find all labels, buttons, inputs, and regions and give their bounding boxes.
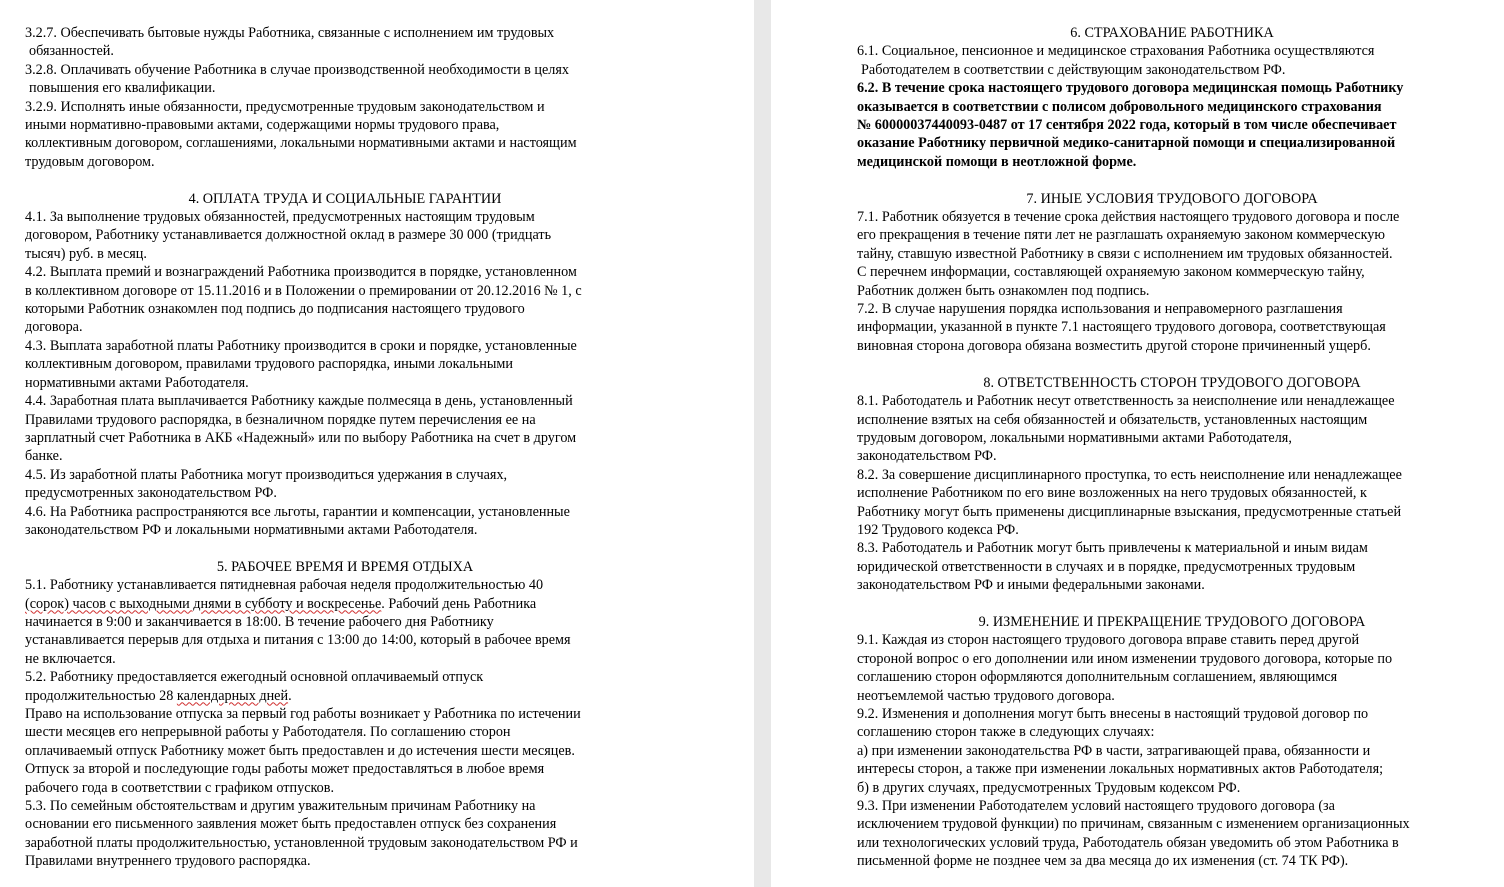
text-line: тайну, ставшую известной Работнику в связи с исполнением им трудовых обязанностей. [857, 245, 1393, 262]
text-fragment: . [288, 687, 292, 704]
section-heading-4: 4. ОПЛАТА ТРУДА И СОЦИАЛЬНЫЕ ГАРАНТИИ [188, 190, 502, 207]
text-line: № 60000037440093-0487 от 17 сентября 2022 года, который в том числе обеспечивает [857, 117, 1397, 134]
text-line: 9.2. Изменения и дополнения могут быть внесены в настоящий трудовой договор по [857, 705, 1369, 722]
text-line: исполнение Работником по его вине возложенных на него трудовых обязанностей, к [857, 485, 1367, 502]
paragraph-4-2 [25, 263, 665, 337]
page-text [25, 24, 665, 871]
text-line: а) при изменении законодательства РФ в части, затрагивающей права, обязанности и [857, 742, 1371, 759]
text-line: обязанностей. [29, 43, 114, 60]
text-line: б) в других случаях, предусмотренных Трудовым кодексом РФ. [857, 779, 1241, 796]
text-line: договора. [25, 319, 83, 336]
section-heading-6: 6. СТРАХОВАНИЕ РАБОТНИКА [1070, 25, 1274, 41]
text-line: Право на использование отпуска за первый год работы возникает у Работника по истечении [25, 706, 581, 722]
text-line: Работодателем в соответствии с действующим законодательством РФ. [861, 61, 1286, 78]
text-line: банке. [25, 448, 63, 465]
text-line: оказание Работнику первичной медико-санитарной помощи и специализированной [857, 135, 1396, 152]
text-line: неотъемлемой частью трудового договора. [857, 687, 1115, 704]
text-line: 5.1. Работнику устанавливается пятидневная рабочая неделя продолжительностью 40 [25, 577, 544, 594]
text-line: 4.3. Выплата заработной платы Работнику производится в сроки и порядке, установленные [25, 337, 577, 354]
text-line: его прекращения в течение пяти лет не разглашать охраняемую законом коммерческую [857, 227, 1385, 244]
text-line: повышения его квалификации. [29, 80, 216, 97]
text-line: в коллективном договоре от 15.11.2016 и в Положении о премировании от 20.12.2016 № 1, с [25, 282, 582, 299]
text-line: 5.3. По семейным обстоятельствам и другим уважительным причинам Работнику на [25, 798, 536, 815]
text-line: Отпуск за второй и последующие годы работы может предоставляться в любое время [25, 761, 545, 778]
paragraph-7-2 [857, 300, 1487, 355]
text-line: тысяч) руб. в месяц. [25, 245, 147, 262]
text-line: 4.5. Из заработной платы Работника могут производиться удержания в случаях, [25, 466, 508, 483]
text-line: юридической ответственности в случаях и в порядке, предусмотренных трудовым [857, 558, 1356, 575]
paragraph-3-2-9 [25, 98, 665, 172]
paragraph-9-2 [857, 705, 1487, 797]
spacer [25, 539, 665, 557]
page-text [857, 24, 1487, 871]
text-line: шести месяцев его непрерывной работы у Работодателя. По соглашению сторон [25, 724, 511, 741]
text-line: 3.2.9. Исполнять иные обязанности, предусмотренные трудовым законодательством и [25, 98, 545, 115]
text-line: Правилами трудового распорядка, в безналичном порядке путем перечисления ее на [25, 411, 536, 428]
text-line: устанавливается перерыв для отдыха и питания с 13:00 до 14:00, который в рабочее время [25, 632, 571, 649]
text-line: 8.2. За совершение дисциплинарного проступка, то есть неисполнение или ненадлежащее [857, 466, 1402, 483]
text-line: оказывается в соответствии с полисом добровольного медицинского страхования [857, 98, 1382, 115]
text-line: стороной вопрос о его дополнении или ином изменении трудового договора, которые по [857, 650, 1393, 667]
text-fragment: продолжительностью 28 [25, 687, 177, 704]
text-line: коллективным договором, правилами трудового распорядка, иными локальными [25, 356, 513, 373]
text-line: 9.3. При изменении Работодателем условий настоящего трудового договора (за [857, 798, 1335, 815]
section-heading-8: 8. ОТВЕТСТВЕННОСТЬ СТОРОН ТРУДОВОГО ДОГОВОРА [983, 374, 1361, 391]
text-line: 9.1. Каждая из сторон настоящего трудового договора вправе ставить перед другой [857, 632, 1360, 649]
text-line: соглашению сторон также в следующих случаях: [857, 724, 1155, 741]
text-line: 4.6. На Работника распространяются все льготы, гарантии и компенсации, установленные [25, 503, 570, 520]
paragraph-4-6 [25, 503, 665, 540]
text-line: основании его письменного заявления может быть предоставлен отпуск без сохранения [25, 816, 557, 833]
section-heading-5: 5. РАБОЧЕЕ ВРЕМЯ И ВРЕМЯ ОТДЫХА [216, 558, 474, 575]
paragraph-4-1 [25, 208, 665, 263]
text-line: рабочего года в соответствии с графиком отпусков. [25, 779, 335, 796]
paragraph-3-2-7 [25, 24, 665, 61]
text-line: трудовым договором. [25, 153, 155, 170]
text-line: Правилами внутреннего трудового распорядка. [25, 853, 311, 870]
text-line: интересы сторон, а также при изменении локальных нормативных актов Работодателя; [857, 761, 1384, 778]
text-line: оплачиваемый отпуск Работнику может быть предоставлен и до истечения шести месяцев. [25, 742, 575, 759]
text-line: 4.4. Заработная плата выплачивается Работнику каждые полмесяца в день, установленный [25, 393, 573, 410]
paragraph-8-2 [857, 466, 1487, 540]
text-line: 192 Трудового кодекса РФ. [857, 521, 1019, 538]
text-line: которыми Работник ознакомлен под подпись до подписания настоящего трудового [25, 301, 525, 318]
text-line: медицинской помощи в неотложной форме. [857, 153, 1137, 170]
paragraph-6-2 [857, 79, 1487, 171]
text-line [25, 687, 665, 705]
text-line: законодательством РФ и локальными нормативными актами Работодателя. [25, 521, 478, 538]
spellcheck-marked-text: календарных дней [176, 687, 289, 704]
text-line: 4.2. Выплата премий и вознаграждений Работника производится в порядке, установленном [25, 264, 577, 281]
text-line: исключением трудовой функции) по причинам, связанным с изменением организационных [857, 816, 1410, 833]
text-line: 5.2. Работнику предоставляется ежегодный основной оплачиваемый отпуск [25, 669, 484, 686]
text-line: начинается в 9:00 и заканчивается в 18:00. В течение рабочего дня Работнику [25, 613, 494, 630]
text-line: С перечнем информации, составляющей охраняемую законом коммерческую тайну, [857, 264, 1365, 281]
text-line: 7.2. В случае нарушения порядка использования и неправомерного разглашения [857, 301, 1343, 318]
paragraph-4-5 [25, 466, 665, 503]
text-line: Работник должен быть ознакомлен под подпись. [857, 282, 1150, 299]
text-line: не включается. [25, 650, 116, 667]
paragraph-9-1 [857, 631, 1487, 705]
text-line: 3.2.8. Оплачивать обучение Работника в случае производственной необходимости в целях [25, 61, 569, 78]
paragraph-5-1 [25, 576, 665, 668]
text-line: или технологических условий труда, Работодатель обязан уведомить об этом Работника в [857, 834, 1399, 851]
text-line: 8.3. Работодатель и Работник могут быть привлечены к материальной и иным видам [857, 540, 1368, 557]
text-line: коллективным договором, соглашениями, локальными нормативными актами и настоящим [25, 135, 577, 152]
spellcheck-marked-text: (сорок) часов с выходными днями в субботу и воскресенье [25, 595, 382, 612]
paragraph-7-1 [857, 208, 1487, 300]
text-line: исполнение взятых на себя обязанностей и обязательств, установленных настоящим [857, 411, 1368, 428]
text-line: законодательством РФ. [857, 448, 997, 465]
text-line: заработной платы продолжительностью, установленной трудовым законодательством РФ и [25, 834, 578, 851]
spacer [25, 171, 665, 189]
paragraph-3-2-8 [25, 61, 665, 98]
text-line: виновная сторона договора обязана возместить другой стороне причиненный ущерб. [857, 337, 1371, 354]
section-heading-9: 9. ИЗМЕНЕНИЕ И ПРЕКРАЩЕНИЕ ТРУДОВОГО ДОГОВОРА [978, 613, 1366, 630]
paragraph-6-1 [857, 42, 1487, 79]
paragraph-5-3 [25, 797, 665, 871]
text-line: 4.1. За выполнение трудовых обязанностей, предусмотренных настоящим трудовым [25, 209, 535, 226]
text-line: 3.2.7. Обеспечивать бытовые нужды Работника, связанные с исполнением им трудовых [25, 25, 555, 41]
text-line: информации, указанной в пункте 7.1 настоящего трудового договора, соответствующая [857, 319, 1386, 336]
paragraph-8-3 [857, 539, 1487, 594]
paragraph-9-3 [857, 797, 1487, 871]
text-line: зарплатный счет Работника в АКБ «Надежный» или по выбору Работника на счет в другом [25, 429, 577, 446]
section-heading-7: 7. ИНЫЕ УСЛОВИЯ ТРУДОВОГО ДОГОВОРА [1026, 190, 1318, 207]
text-line: письменной форме не позднее чем за два месяца до их изменения (ст. 74 ТК РФ). [857, 853, 1349, 870]
text-line: иными нормативно-правовыми актами, содержащими нормы трудового права, [25, 117, 500, 134]
spacer [857, 171, 1487, 189]
text-line: 7.1. Работник обязуется в течение срока действия настоящего трудового договора и после [857, 209, 1400, 226]
text-line: 8.1. Работодатель и Работник несут ответственность за неисполнение или ненадлежащее [857, 393, 1395, 410]
paragraph-5-2 [25, 668, 665, 797]
text-line: соглашению сторон оформляются дополнительным соглашением, являющимся [857, 669, 1338, 686]
text-line: законодательством РФ и иными федеральными законами. [857, 577, 1205, 594]
text-line [25, 595, 665, 613]
text-line: Работнику могут быть применены дисциплинарные взыскания, предусмотренные статьей [857, 503, 1402, 520]
paragraph-4-3 [25, 337, 665, 392]
text-line: нормативными актами Работодателя. [25, 374, 249, 391]
document-page-right [771, 0, 1504, 887]
text-line: предусмотренных законодательством РФ. [25, 485, 277, 502]
paragraph-8-1 [857, 392, 1487, 466]
text-line: 6.2. В течение срока настоящего трудового договора медицинская помощь Работнику [857, 80, 1404, 97]
text-line: 6.1. Социальное, пенсионное и медицинское страхования Работника осуществляются [857, 43, 1375, 60]
text-line: договором, Работнику устанавливается должностной оклад в размере 30 000 (тридцать [25, 227, 552, 244]
spacer [857, 355, 1487, 373]
text-line: трудовым договором, локальными нормативными актами Работодателя, [857, 429, 1292, 446]
text-fragment: . Рабочий день Работника [381, 595, 537, 612]
paragraph-4-4 [25, 392, 665, 466]
spacer [857, 595, 1487, 613]
